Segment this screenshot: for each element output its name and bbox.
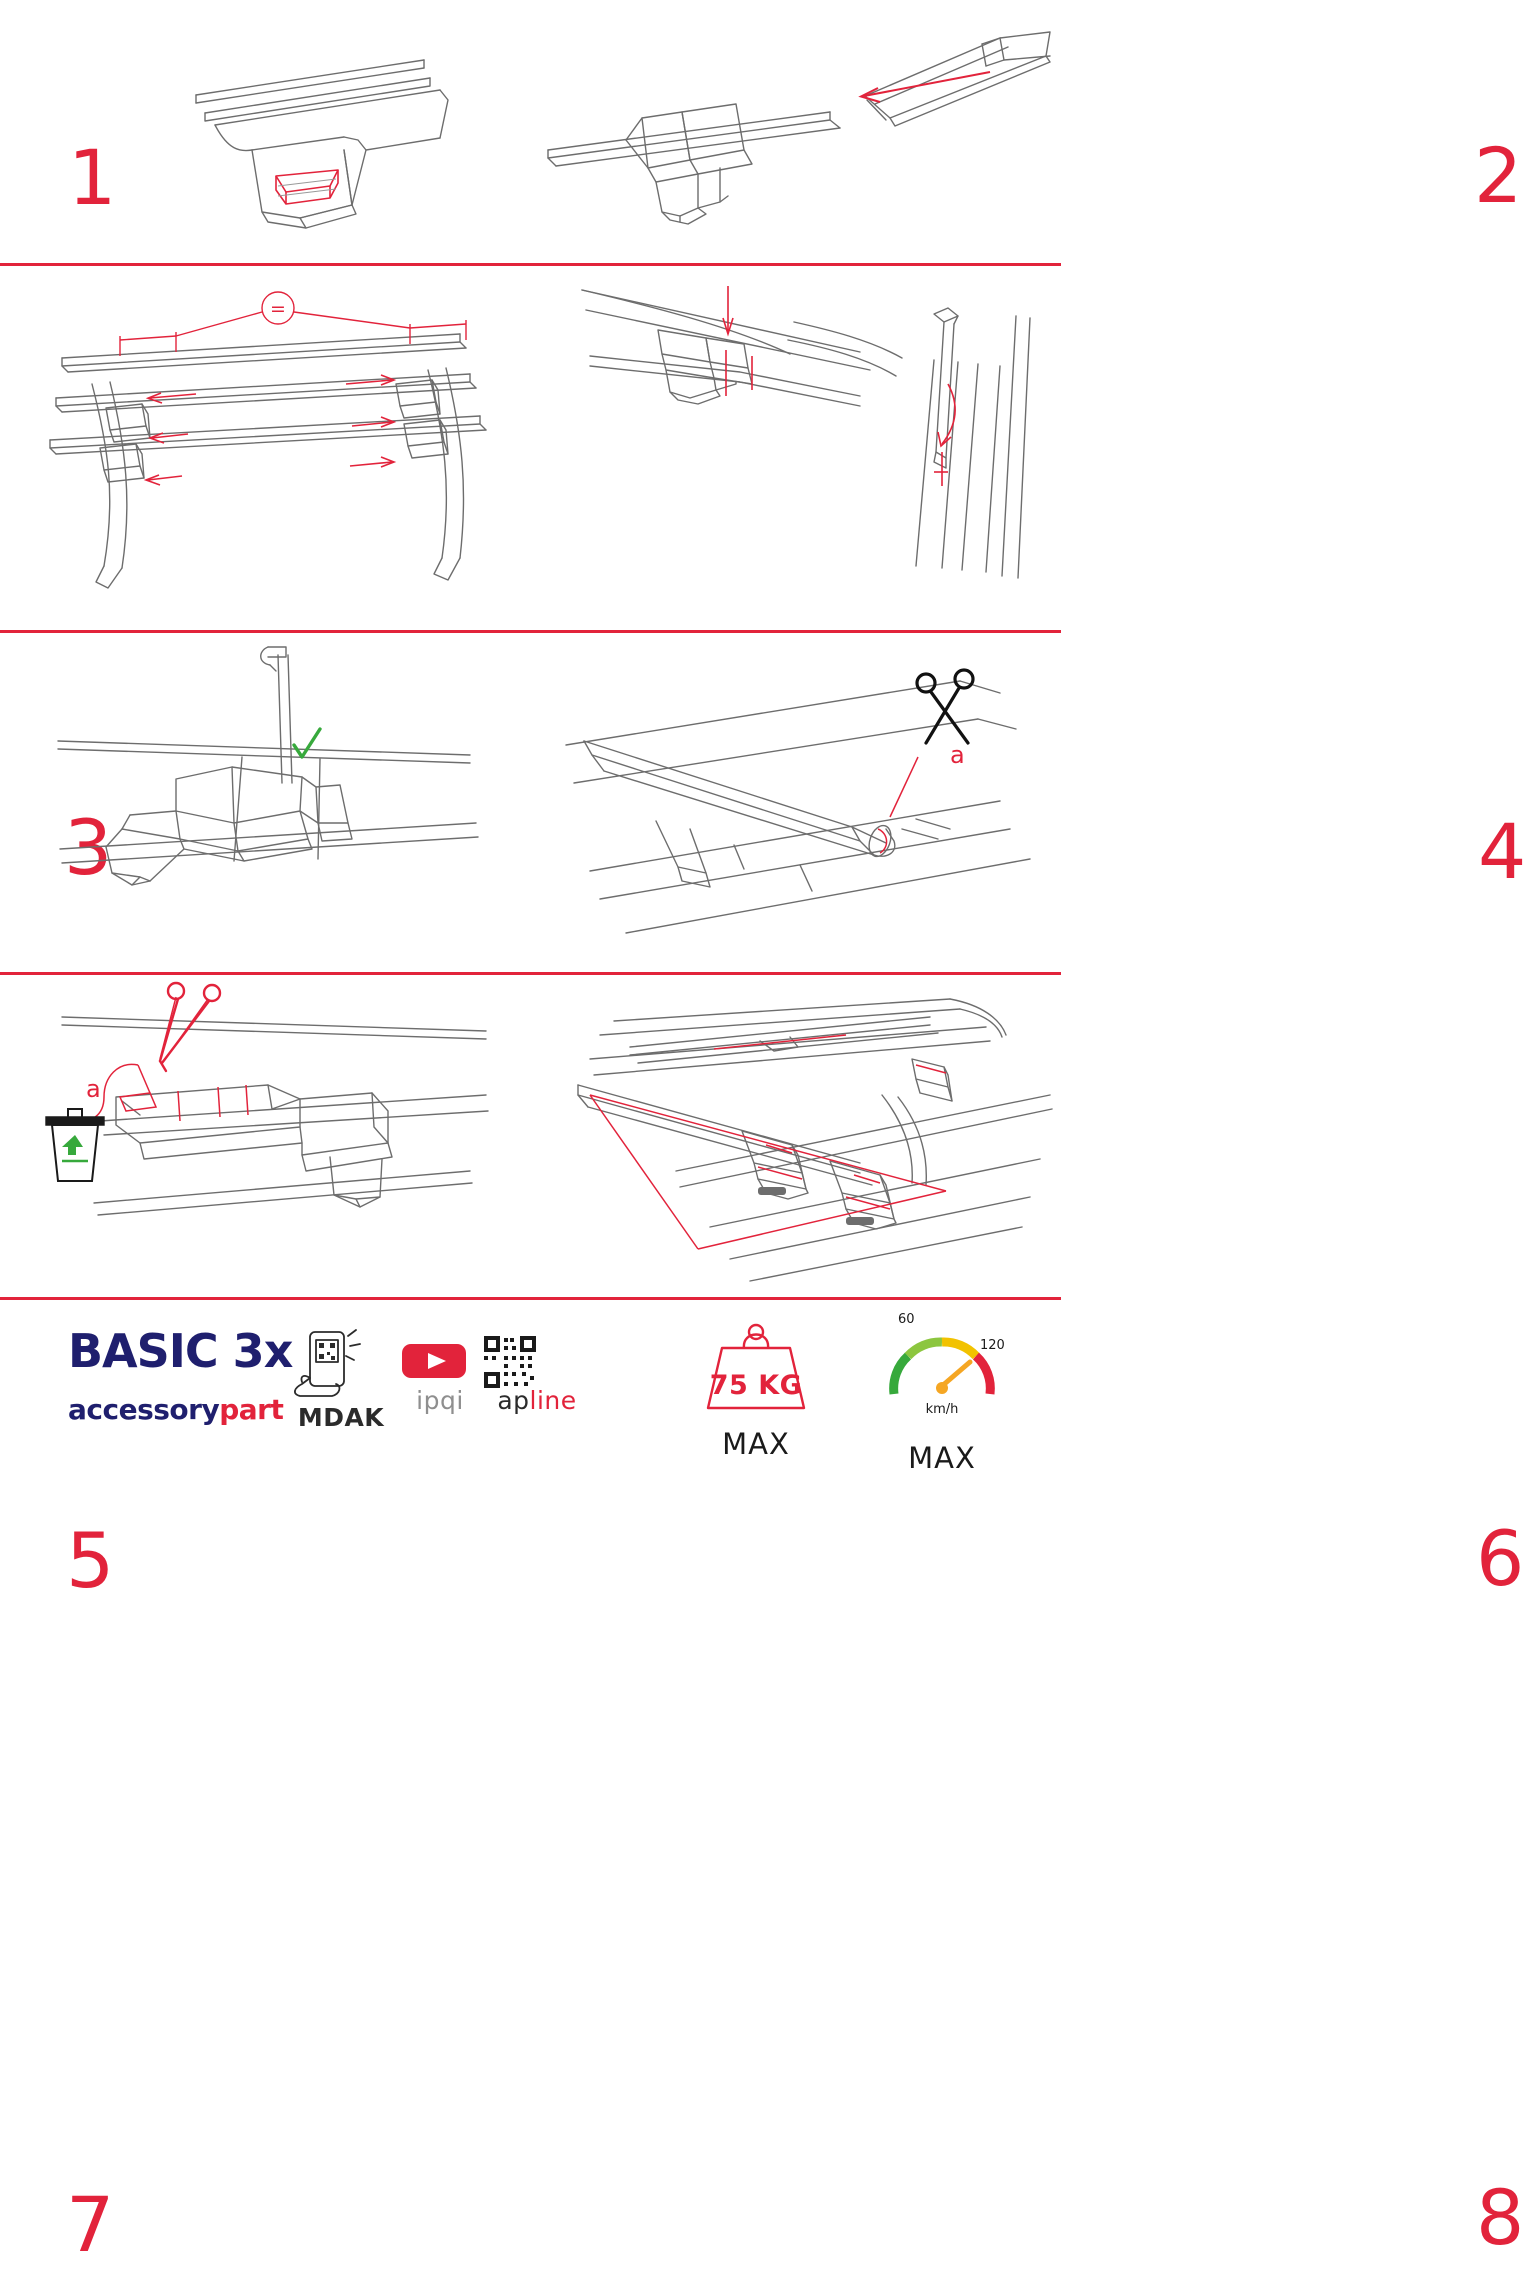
logo-label-apline-part1: ap xyxy=(497,1386,530,1415)
logo-label-apline xyxy=(482,1388,592,1413)
max-speed-block xyxy=(862,1306,1022,1475)
speed-tick-high: 120 xyxy=(980,1338,1005,1353)
step-7-illustration xyxy=(0,975,530,1297)
step-2-illustration xyxy=(530,0,1061,263)
check-icon xyxy=(294,729,320,757)
step-5-illustration xyxy=(0,633,530,972)
step-3-illustration xyxy=(0,266,530,630)
logo-apline xyxy=(482,1388,592,1413)
logo-mdak xyxy=(286,1328,396,1430)
product-name-suffix: x xyxy=(263,1324,293,1378)
scissors-icon-red xyxy=(160,983,220,1071)
step-panel-3 xyxy=(0,266,530,892)
company-name-part2: part xyxy=(219,1393,284,1426)
step-number-1: 1 xyxy=(68,133,117,222)
company-name-part1: accessory xyxy=(68,1393,220,1426)
waste-label-a: a xyxy=(86,1075,101,1103)
step-1-illustration xyxy=(0,0,530,263)
product-name xyxy=(68,1324,293,1378)
max-weight-value: 75 KG xyxy=(709,1370,803,1401)
step-number-8: 8 xyxy=(1476,2173,1525,2262)
step-panel-1 xyxy=(0,0,530,263)
step-4-illustration xyxy=(530,266,1061,630)
equal-annotation: = xyxy=(270,298,286,320)
step-number-6: 6 xyxy=(1476,1514,1525,1603)
max-weight-caption: MAX xyxy=(722,1427,790,1461)
speed-unit-label: km/h xyxy=(925,1402,959,1417)
logo-label-apline-part2: line xyxy=(529,1386,577,1415)
step-6-illustration xyxy=(530,633,1061,972)
step-number-3: 3 xyxy=(64,803,113,892)
step-8-illustration xyxy=(530,975,1061,1297)
recycle-bin-icon xyxy=(46,1109,104,1181)
product-name-main: BASIC 3 xyxy=(68,1324,264,1378)
max-speed-caption: MAX xyxy=(908,1441,976,1475)
logo-label-mdak: MDAK xyxy=(297,1403,385,1432)
scissors-icon xyxy=(917,670,973,743)
step-number-4: 4 xyxy=(1478,807,1526,896)
max-weight-block xyxy=(686,1308,826,1461)
brand-block xyxy=(68,1324,293,1426)
step-panel-2 xyxy=(530,0,1523,263)
footer xyxy=(0,1300,1061,1500)
logo-youtube[interactable] xyxy=(396,1340,472,1387)
youtube-icon[interactable] xyxy=(396,1340,472,1382)
logo-ipqi xyxy=(400,1388,480,1413)
step-number-5: 5 xyxy=(66,1516,115,1605)
cut-mark-label-a: a xyxy=(950,741,965,769)
company-name xyxy=(68,1393,292,1426)
step-number-7: 7 xyxy=(66,2180,115,2269)
step-number-2: 2 xyxy=(1474,131,1523,220)
step-panel-4 xyxy=(530,266,1526,896)
hand-scanning-qr-icon xyxy=(286,1328,396,1405)
weight-icon xyxy=(686,1308,826,1418)
qr-code-icon[interactable] xyxy=(478,1332,556,1392)
logo-label-ipqi: ipqi xyxy=(416,1386,464,1415)
speed-tick-low: 60 xyxy=(898,1312,915,1327)
